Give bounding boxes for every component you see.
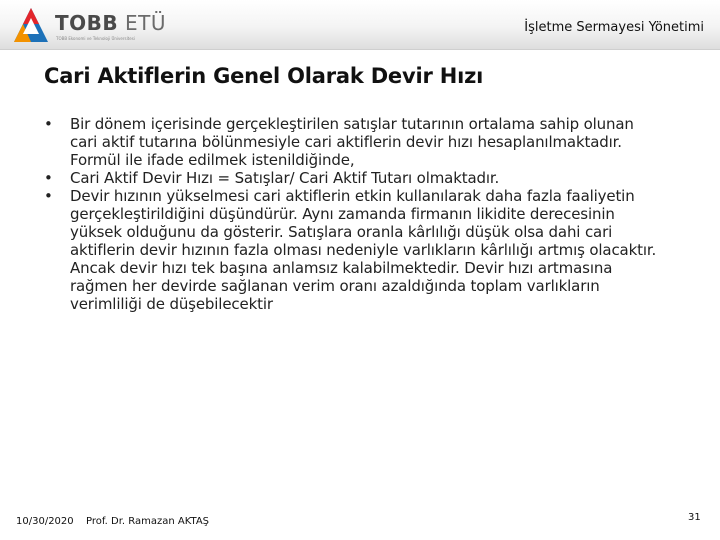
bullet-list xyxy=(44,115,664,313)
header-title: İşletme Sermayesi Yönetimi xyxy=(524,20,704,35)
bullet-icon: • xyxy=(44,187,53,205)
bullet-icon: • xyxy=(44,169,53,187)
bullet-icon: • xyxy=(44,115,53,133)
bullet-text: Cari Aktif Devir Hızı = Satışlar/ Cari Aktif Tutarı olmaktadır. xyxy=(70,169,500,187)
bullet-item xyxy=(44,169,664,187)
logo-subtext: TOBB Ekonomi ve Teknoloji Üniversitesi xyxy=(56,36,135,41)
bullet-item xyxy=(44,187,664,313)
bullet-item xyxy=(44,115,664,169)
logo-text-light: ETÜ xyxy=(118,11,166,35)
tobb-etu-logo xyxy=(12,6,166,46)
footer-author: Prof. Dr. Ramazan AKTAŞ xyxy=(86,516,210,527)
slide-header xyxy=(0,0,720,50)
logo-wordmark xyxy=(55,11,166,35)
logo-text-bold: TOBB xyxy=(55,11,119,35)
logo-mark-icon xyxy=(12,6,50,46)
slide-title: Cari Aktiflerin Genel Olarak Devir Hızı xyxy=(44,64,484,88)
footer-date: 10/30/2020 xyxy=(16,516,74,527)
page-number: 31 xyxy=(688,512,701,523)
bullet-text: Devir hızının yükselmesi cari aktiflerin etkin kullanılarak daha fazla faaliyetin gerçekleştirildiğini düşündürür. Aynı zamanda firmanın likidite derecesinin yüksek olduğunu da gösterir. Satışlara oranla kârlılığı düşük olsa dahi cari aktiflerin devir hızının fazla olması nedeniyle varlıkların kârlılığı artmış olacaktır. Ancak devir hızı tek başına anlamsız kalabilmektedir. Devir hızı artmasına rağmen her devirde sağlanan verim oranı azaldığında toplam varlıkların verimliliği de düşebilecektir xyxy=(70,187,657,313)
bullet-text: Bir dönem içerisinde gerçekleştirilen satışlar tutarının ortalama sahip olunan cari aktif tutarına bölünmesiyle cari aktiflerin devir hızı hesaplanılmaktadır. Formül ile ifade edilmek istenildiğinde, xyxy=(70,115,634,169)
